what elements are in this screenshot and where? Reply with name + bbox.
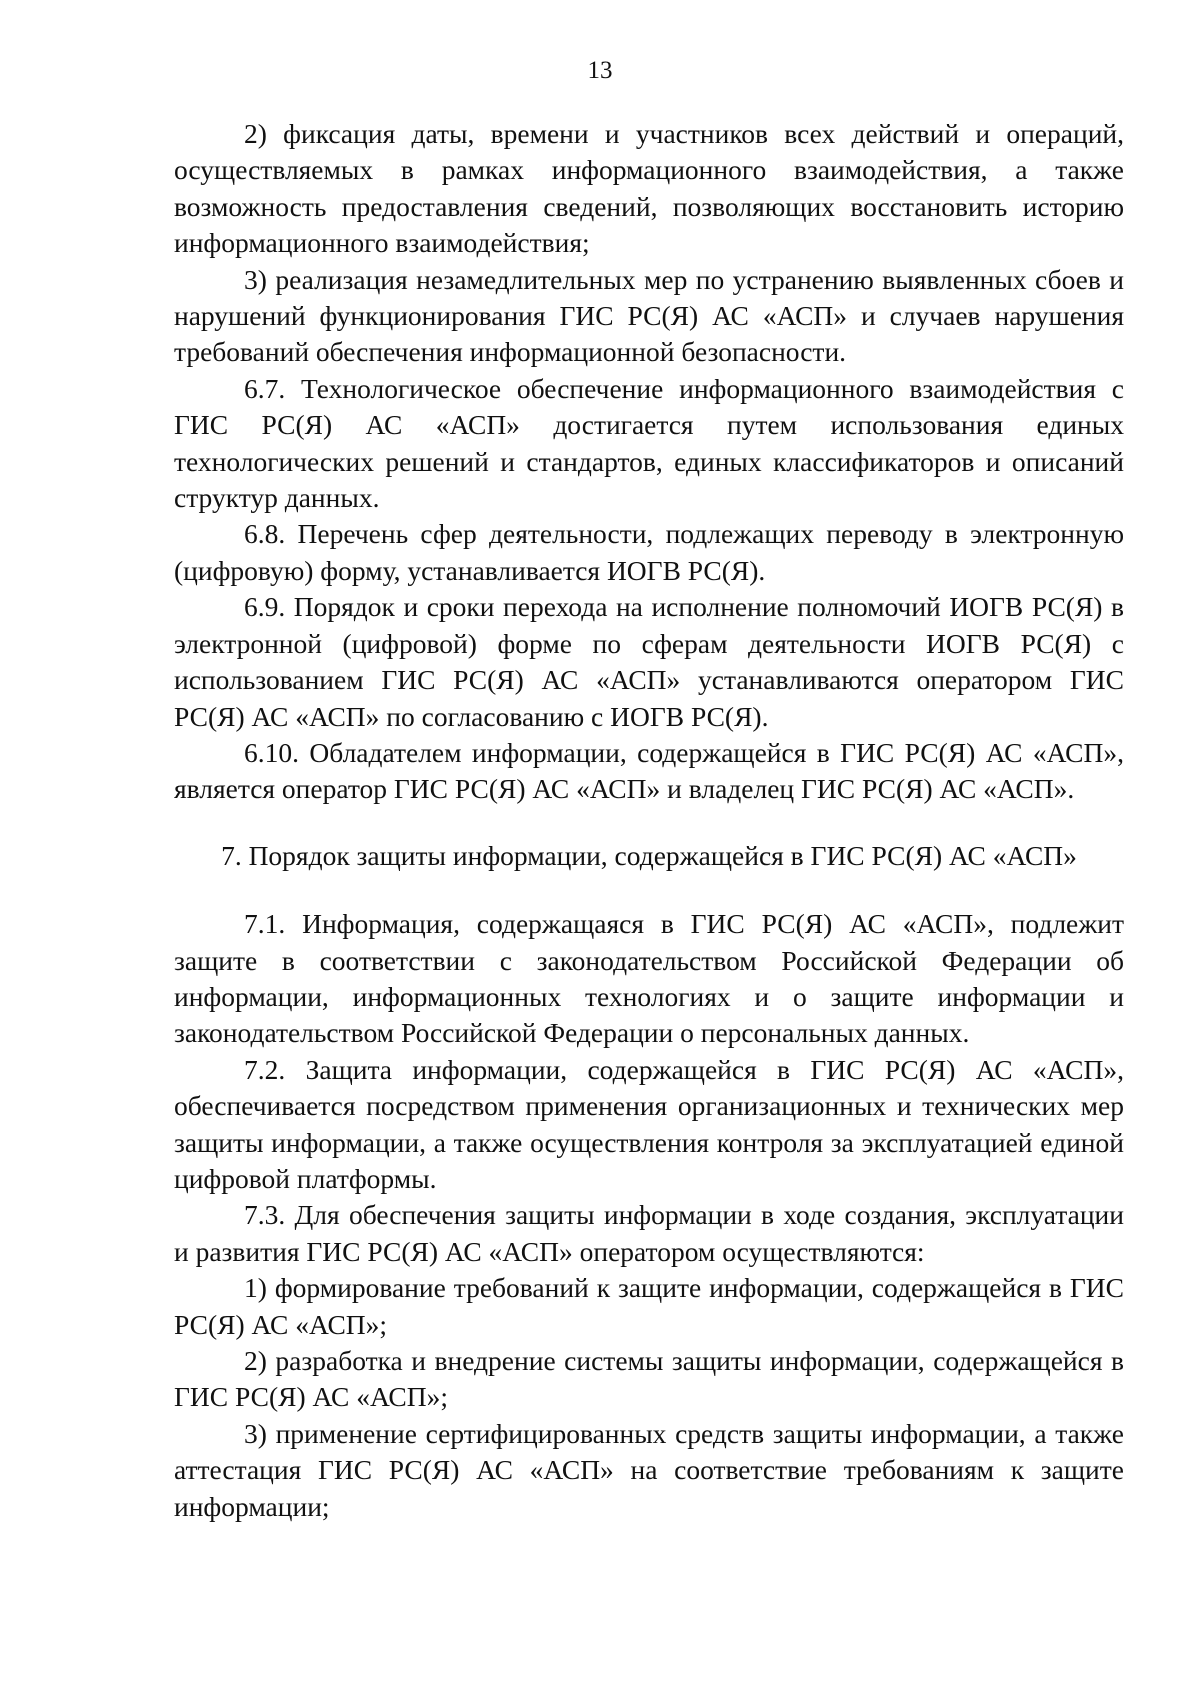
paragraph-item-3-measures: 3) реализация незамедлительных мер по устранению выявленных сбоев и нарушений функционирования ГИС РС(Я) АС «АСП» и случаев нарушения требований обеспечения информационной безопасности. [174,263,1124,368]
section-heading-7: 7. Порядок защиты информации, содержащейся в ГИС РС(Я) АС «АСП» [221,839,1077,871]
paragraph-6-9: 6.9. Порядок и сроки перехода на исполнение полномочий ИОГВ РС(Я) в электронной (цифровой) форме по сферам деятельности ИОГВ РС(Я) с использованием ГИС РС(Я) АС «АСП» устанавливаются оператором ГИС РС(Я) АС «АСП» по согласованию с ИОГВ РС(Я). [174,591,1124,732]
paragraph-7-3-item-1: 1) формирование требований к защите информации, содержащейся в ГИС РС(Я) АС «АСП»; [174,1272,1124,1340]
paragraph-7-3-item-2: 2) разработка и внедрение системы защиты информации, содержащейся в ГИС РС(Я) АС «АСП»; [174,1345,1124,1413]
paragraph-7-3-item-3: 3) применение сертифицированных средств защиты информации, а также аттестация ГИС РС(Я) АС «АСП» на соответствие требованиям к защите информации; [174,1417,1124,1522]
paragraph-6-10: 6.10. Обладателем информации, содержащейся в ГИС РС(Я) АС «АСП», является оператор ГИС РС(Я) АС «АСП» и владелец ГИС РС(Я) АС «АСП». [174,736,1124,805]
paragraph-7-1: 7.1. Информация, содержащаяся в ГИС РС(Я) АС «АСП», подлежит защите в соответствии с законодательством Российской Федерации об информации, информационных технологиях и о защите информации и законодательством Российской Федерации о персональных данных. [174,908,1124,1049]
paragraph-7-2: 7.2. Защита информации, содержащейся в ГИС РС(Я) АС «АСП», обеспечивается посредством применения организационных и технических мер защиты информации, а также осуществления контроля за эксплуатацией единой цифровой платформы. [174,1053,1124,1194]
document-body [174,116,1124,1525]
paragraph-6-8: 6.8. Перечень сфер деятельности, подлежащих переводу в электронную (цифровую) форму, устанавливается ИОГВ РС(Я). [174,518,1124,586]
page-number: 13 [587,57,613,84]
paragraph-6-7: 6.7. Технологическое обеспечение информационного взаимодействия с ГИС РС(Я) АС «АСП» достигается путем использования единых технологических решений и стандартов, единых классификаторов и описаний структур данных. [174,372,1124,514]
paragraph-7-3: 7.3. Для обеспечения защиты информации в ходе создания, эксплуатации и развития ГИС РС(Я) АС «АСП» оператором осуществляются: [174,1199,1124,1267]
paragraph-item-2-fixation: 2) фиксация даты, времени и участников всех действий и операций, осуществляемых в рамках информационного взаимодействия, а также возможность предоставления сведений, позволяющих восстановить историю информационного взаимодействия; [174,118,1124,259]
